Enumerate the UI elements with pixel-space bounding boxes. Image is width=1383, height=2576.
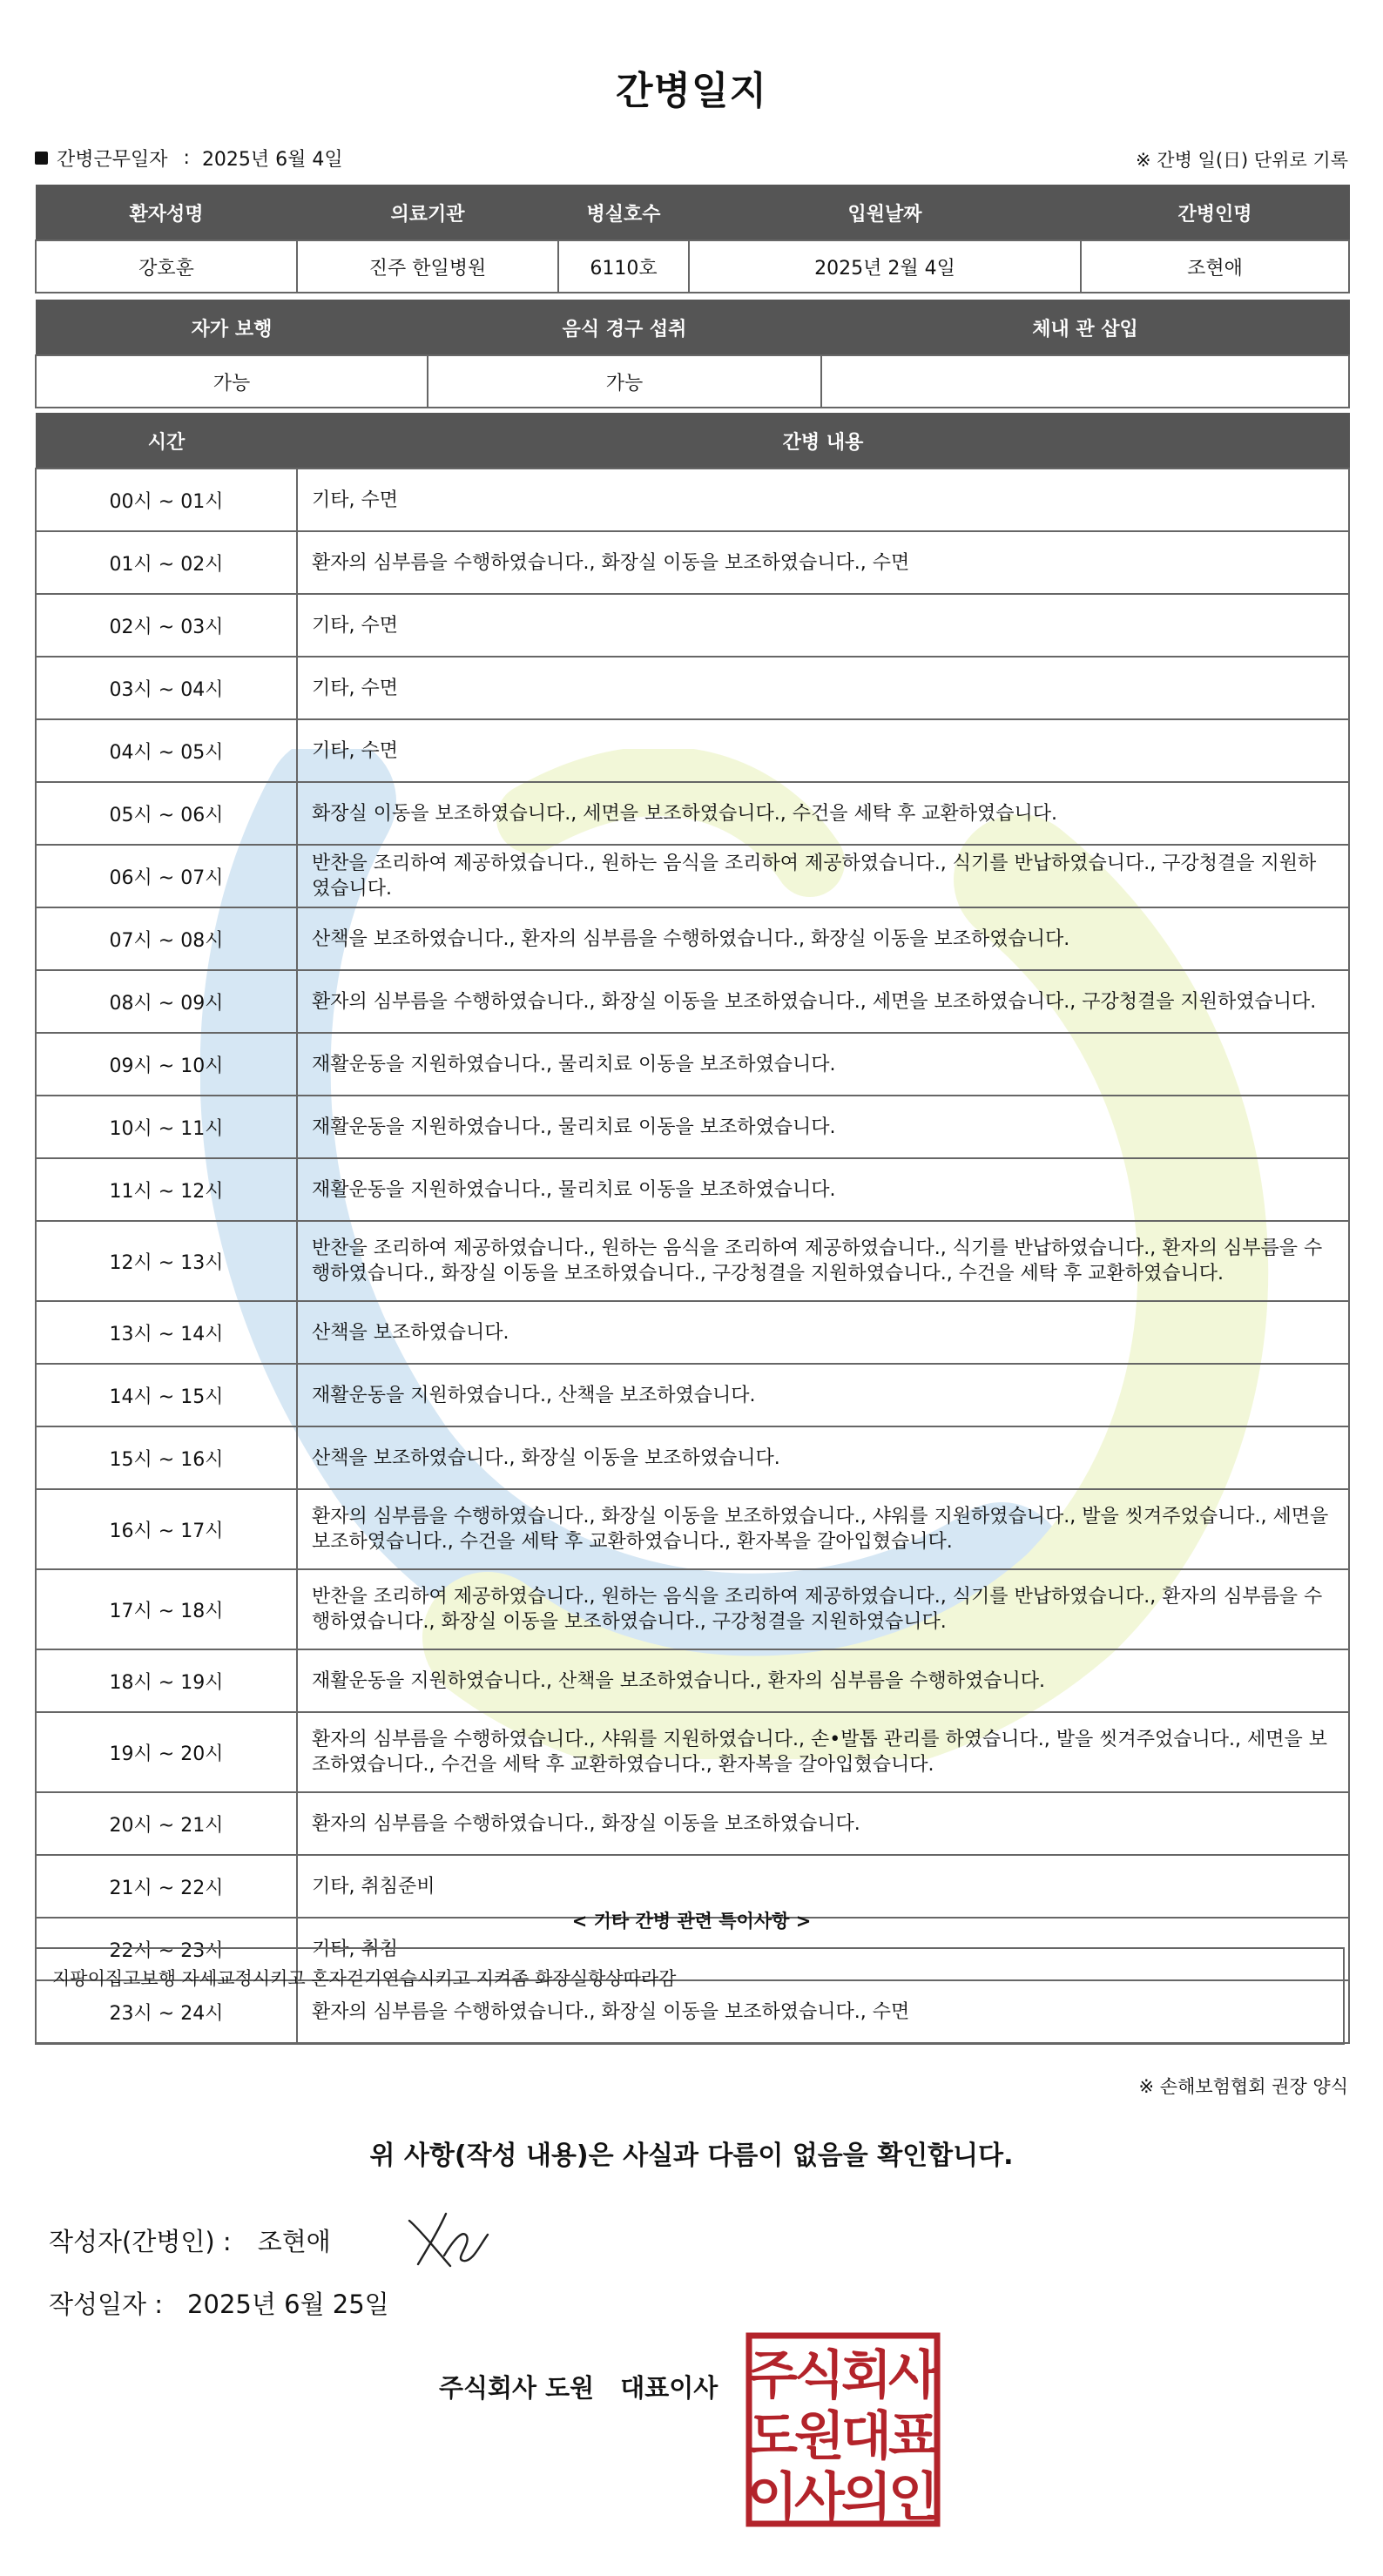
admission-date-value: 2025년 2월 4일 [689,240,1081,293]
log-row [36,1489,1349,1569]
square-bullet-icon [35,152,48,165]
log-content: 환자의 심부름을 수행하였습니다., 화장실 이동을 보조하였습니다., 수면 [297,1980,1349,2043]
log-row [36,970,1349,1033]
log-body [36,469,1349,2043]
log-time: 02시 ~ 03시 [36,594,297,657]
seal-character: 이 [747,2467,798,2527]
writer-name: 조현애 [257,2227,331,2256]
hospital-value: 진주 한일병원 [297,240,558,293]
log-time: 14시 ~ 15시 [36,1364,297,1426]
log-row [36,782,1349,845]
work-date-value: 2025년 6월 4일 [201,149,343,171]
page-title: 간병일지 [615,69,767,113]
log-content: 산책을 보조하였습니다. [297,1301,1349,1364]
log-content: 기타, 취침 [297,1918,1349,1980]
header-admission-date: 입원날짜 [689,185,1081,241]
log-time: 21시 ~ 22시 [36,1855,297,1918]
log-content: 반찬을 조리하여 제공하였습니다., 원하는 음식을 조리하여 제공하였습니다., 식기를 반납하였습니다., 환자의 심부름을 수행하였습니다., 화장실 이동을 보조하였습니다., 구강청결을 지원하였습니다. [297,1569,1349,1649]
seal-character: 표 [888,2406,939,2467]
log-time: 08시 ~ 09시 [36,970,297,1033]
log-time: 10시 ~ 11시 [36,1096,297,1158]
seal-character: 주 [747,2345,798,2406]
header-caregiver-name: 간병인명 [1081,185,1349,241]
log-row [36,719,1349,782]
log-time: 16시 ~ 17시 [36,1489,297,1569]
writer-label: 작성자(간병인) : [49,2227,232,2256]
log-time: 23시 ~ 24시 [36,1980,297,2043]
header-patient-name: 환자성명 [36,185,297,241]
seal-character: 사 [888,2345,939,2406]
log-content: 환자의 심부름을 수행하였습니다., 샤워를 지원하였습니다., 손•발톱 관리를 하였습니다., 발을 씻겨주었습니다., 세면을 보조하였습니다., 수건을 세탁 후 교환하였습니다., 환자복을 갈아입혔습니다. [297,1712,1349,1792]
log-row [36,594,1349,657]
log-time: 18시 ~ 19시 [36,1649,297,1712]
tube-insertion-value [821,355,1349,408]
patient-value-row [36,240,1349,293]
log-time: 00시 ~ 01시 [36,469,297,531]
log-row [36,531,1349,594]
room-value: 6110호 [558,240,689,293]
seal-character: 인 [888,2467,939,2527]
company-name: 주식회사 도원 [439,2373,595,2403]
log-time: 19시 ~ 20시 [36,1712,297,1792]
log-time: 15시 ~ 16시 [36,1426,297,1489]
log-row [36,1033,1349,1096]
log-time: 07시 ~ 08시 [36,907,297,970]
log-content: 반찬을 조리하여 제공하였습니다., 원하는 음식을 조리하여 제공하였습니다., 식기를 반납하였습니다., 구강청결을 지원하였습니다. [297,845,1349,907]
seal-character: 원 [794,2406,845,2467]
log-row [36,1792,1349,1855]
seal-character: 도 [747,2406,798,2467]
log-row [36,1158,1349,1221]
log-content: 환자의 심부름을 수행하였습니다., 화장실 이동을 보조하였습니다. [297,1792,1349,1855]
work-date-label: 간병근무일자 [57,149,168,171]
written-date-row [49,2285,389,2321]
written-date-label: 작성일자 : [49,2289,164,2319]
writer-row [49,2222,331,2258]
log-time: 17시 ~ 18시 [36,1569,297,1649]
log-content: 환자의 심부름을 수행하였습니다., 화장실 이동을 보조하였습니다., 수면 [297,531,1349,594]
log-time: 03시 ~ 04시 [36,657,297,719]
log-content: 화장실 이동을 보조하였습니다., 세면을 보조하였습니다., 수건을 세탁 후 교환하였습니다. [297,782,1349,845]
log-content: 기타, 수면 [297,719,1349,782]
confirmation-statement: 위 사항(작성 내용)은 사실과 다름이 없음을 확인합니다. [369,2141,1014,2171]
log-row [36,1569,1349,1649]
header-oral-intake: 음식 경구 섭취 [428,300,821,356]
log-content: 재활운동을 지원하였습니다., 물리치료 이동을 보조하였습니다. [297,1158,1349,1221]
log-time: 20시 ~ 21시 [36,1792,297,1855]
log-content: 기타, 수면 [297,594,1349,657]
log-time: 01시 ~ 02시 [36,531,297,594]
log-content: 산책을 보조하였습니다., 환자의 심부름을 수행하였습니다., 화장실 이동을 보조하였습니다. [297,907,1349,970]
log-content: 환자의 심부름을 수행하였습니다., 화장실 이동을 보조하였습니다., 샤워를 지원하였습니다., 발을 씻겨주었습니다., 세면을 보조하였습니다., 수건을 세탁 후 교환하였습니다., 환자복을 갈아입혔습니다. [297,1489,1349,1569]
log-row [36,1096,1349,1158]
seal-character: 사 [794,2467,845,2527]
care-log-table [35,413,1350,2044]
log-content: 산책을 보조하였습니다., 화장실 이동을 보조하였습니다. [297,1426,1349,1489]
patient-name-value: 강호훈 [36,240,297,293]
header-room: 병실호수 [558,185,689,241]
patient-header-row [36,185,1349,241]
header-time: 시간 [36,414,297,469]
log-time: 12시 ~ 13시 [36,1221,297,1301]
log-row [36,1649,1349,1712]
handwritten-signature [402,2203,493,2275]
log-row [36,1301,1349,1364]
log-row [36,1221,1349,1301]
log-row [36,1426,1349,1489]
log-time: 11시 ~ 12시 [36,1158,297,1221]
log-time: 22시 ~ 23시 [36,1918,297,1980]
self-walking-value: 가능 [36,355,428,408]
log-content: 기타, 취침준비 [297,1855,1349,1918]
log-time: 04시 ~ 05시 [36,719,297,782]
special-notes-content: 지팡이집고보행 자세교정시키고 혼자걷기연습시키고 지켜좀 화장실항상따라감 [52,1968,677,1989]
log-content: 기타, 수면 [297,657,1349,719]
log-header-row [36,414,1349,469]
log-time: 09시 ~ 10시 [36,1033,297,1096]
header-self-walking: 자가 보행 [36,300,428,356]
log-content: 재활운동을 지원하였습니다., 물리치료 이동을 보조하였습니다. [297,1033,1349,1096]
special-notes-box [35,1947,1345,2045]
special-notes-title: < 기타 간병 관련 특이사항 > [571,1911,812,1932]
oral-intake-value: 가능 [428,355,821,408]
ability-value-row [36,355,1349,408]
work-date-row [35,145,343,172]
log-content: 반찬을 조리하여 제공하였습니다., 원하는 음식을 조리하여 제공하였습니다., 식기를 반납하였습니다., 환자의 심부름을 수행하였습니다., 화장실 이동을 보조하였습니다., 구강청결을 지원하였습니다., 수건을 세탁 후 교환하였습니다. [297,1221,1349,1301]
company-seal-stamp [745,2332,941,2527]
company-title: 대표이사 [620,2373,718,2403]
log-time: 06시 ~ 07시 [36,845,297,907]
log-row [36,907,1349,970]
log-row [36,657,1349,719]
log-content: 재활운동을 지원하였습니다., 산책을 보조하였습니다. [297,1364,1349,1426]
log-row [36,1364,1349,1426]
header-care-content: 간병 내용 [297,414,1349,469]
log-row [36,469,1349,531]
log-time: 13시 ~ 14시 [36,1301,297,1364]
seal-character: 대 [841,2406,892,2467]
caregiver-name-value: 조현애 [1081,240,1349,293]
patient-info-table [35,185,1350,293]
log-content: 재활운동을 지원하였습니다., 물리치료 이동을 보조하였습니다. [297,1096,1349,1158]
log-row [36,1712,1349,1792]
header-tube-insertion: 체내 관 삽입 [821,300,1349,356]
seal-character: 회 [841,2345,892,2406]
company-row [439,2369,718,2404]
log-row [36,845,1349,907]
log-content: 재활운동을 지원하였습니다., 산책을 보조하였습니다., 환자의 심부름을 수행하였습니다. [297,1649,1349,1712]
ability-header-row [36,300,1349,356]
work-date-separator: : [183,147,190,169]
form-notice: ※ 손해보험협회 권장 양식 [1138,2076,1348,2097]
seal-character: 의 [841,2467,892,2527]
ability-table [35,300,1350,408]
log-content: 환자의 심부름을 수행하였습니다., 화장실 이동을 보조하였습니다., 세면을 보조하였습니다., 구강청결을 지원하였습니다. [297,970,1349,1033]
seal-character: 식 [794,2345,845,2406]
header-hospital: 의료기관 [297,185,558,241]
log-content: 기타, 수면 [297,469,1349,531]
record-unit-note: ※ 간병 일(日) 단위로 기록 [1136,150,1348,171]
log-time: 05시 ~ 06시 [36,782,297,845]
written-date-value: 2025년 6월 25일 [187,2289,389,2319]
